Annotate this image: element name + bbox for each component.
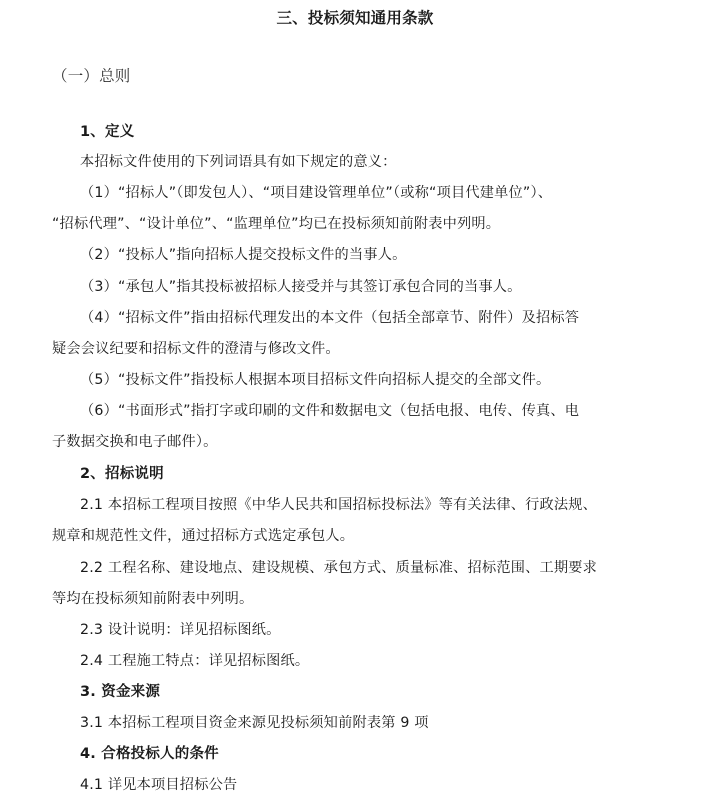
definition-2: （2）“投标人”指向招标人提交投标文件的当事人。	[80, 247, 407, 263]
clause-2-2-line-1: 2.2 工程名称、建设地点、建设规模、承包方式、质量标准、招标范围、工期要求	[80, 560, 598, 576]
document-title: 三、投标须知通用条款	[276, 9, 434, 27]
clause-4-1: 4.1 详见本项目招标公告	[80, 777, 238, 793]
definition-5: （5）“投标文件”指投标人根据本项目招标文件向招标人提交的全部文件。	[80, 372, 551, 388]
clause-2-4: 2.4 工程施工特点：详见招标图纸。	[80, 653, 310, 669]
heading-eligible-bidders: 4. 合格投标人的条件	[80, 746, 219, 762]
definition-6-line-2: 子数据交换和电子邮件）。	[52, 434, 218, 450]
definition-3: （3）“承包人”指其投标被招标人接受并与其签订承包合同的当事人。	[80, 279, 522, 295]
definitions-intro: 本招标文件使用的下列词语具有如下规定的意义：	[80, 154, 397, 170]
heading-definitions: 1、定义	[80, 124, 135, 140]
heading-funding-source: 3. 资金来源	[80, 684, 161, 700]
clause-3-1: 3.1 本招标工程项目资金来源见投标须知前附表第 9 项	[80, 715, 429, 731]
section-heading-general: （一）总则	[52, 67, 131, 85]
definition-6-line-1: （6）“书面形式”指打字或印刷的文件和数据电文（包括电报、电传、传真、电	[80, 403, 580, 419]
clause-2-1-line-1: 2.1 本招标工程项目按照《中华人民共和国招标投标法》等有关法律、行政法规、	[80, 497, 598, 513]
definition-4-line-1: （4）“招标文件”指由招标代理发出的本文件（包括全部章节、附件）及招标答	[80, 310, 580, 326]
definition-1-line-2: “招标代理”、“设计单位”、“监理单位”均已在投标须知前附表中列明。	[52, 216, 501, 232]
clause-2-2-line-2: 等均在投标须知前附表中列明。	[52, 591, 254, 607]
definition-4-line-2: 疑会会议纪要和招标文件的澄清与修改文件。	[52, 341, 340, 357]
clause-2-1-line-2: 规章和规范性文件，通过招标方式选定承包人。	[52, 528, 355, 544]
heading-tender-description: 2、招标说明	[80, 466, 164, 482]
definition-1-line-1: （1）“招标人”（即发包人）、“项目建设管理单位”（或称“项目代建单位”）、	[80, 185, 553, 201]
clause-2-3: 2.3 设计说明：详见招标图纸。	[80, 622, 281, 638]
